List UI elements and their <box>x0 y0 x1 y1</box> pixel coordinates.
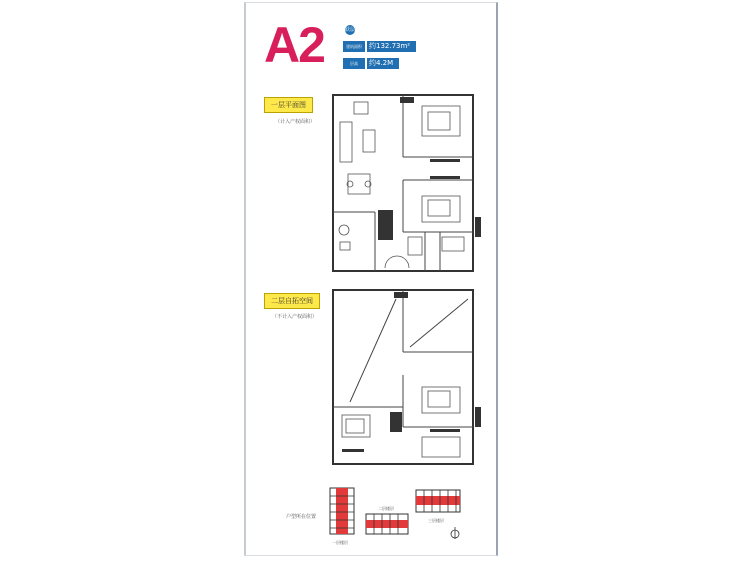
floorplan-card <box>244 2 498 556</box>
floor2-plan <box>330 287 490 467</box>
floor2-title: 二层自拓空间 <box>264 293 320 309</box>
floor1-title: 一层平面图 <box>264 97 313 113</box>
legend-label-1: 一层楼层 <box>332 540 348 545</box>
legend-caption: 户型所在位置 <box>286 514 317 520</box>
height-label: 层高 <box>343 58 365 69</box>
unit-type-badge: 跃层 <box>345 27 356 33</box>
north-arrow-icon <box>450 526 460 540</box>
legend-label-2: 二层楼层 <box>378 506 394 511</box>
legend-label-3: 三层楼层 <box>428 518 444 523</box>
stair-block-1 <box>326 486 358 538</box>
floor2-note: （不计入产权面积） <box>272 314 318 320</box>
floor1-note: （计入产权面积） <box>275 119 316 125</box>
stair-block-3 <box>414 486 462 516</box>
stair-block-2 <box>364 510 410 538</box>
unit-code: A2 <box>264 17 324 73</box>
area-label: 建筑面积 <box>343 41 365 52</box>
height-value: 约4.2M <box>367 58 399 69</box>
floor1-plan <box>330 92 490 274</box>
area-value: 约132.73m² <box>367 41 416 52</box>
